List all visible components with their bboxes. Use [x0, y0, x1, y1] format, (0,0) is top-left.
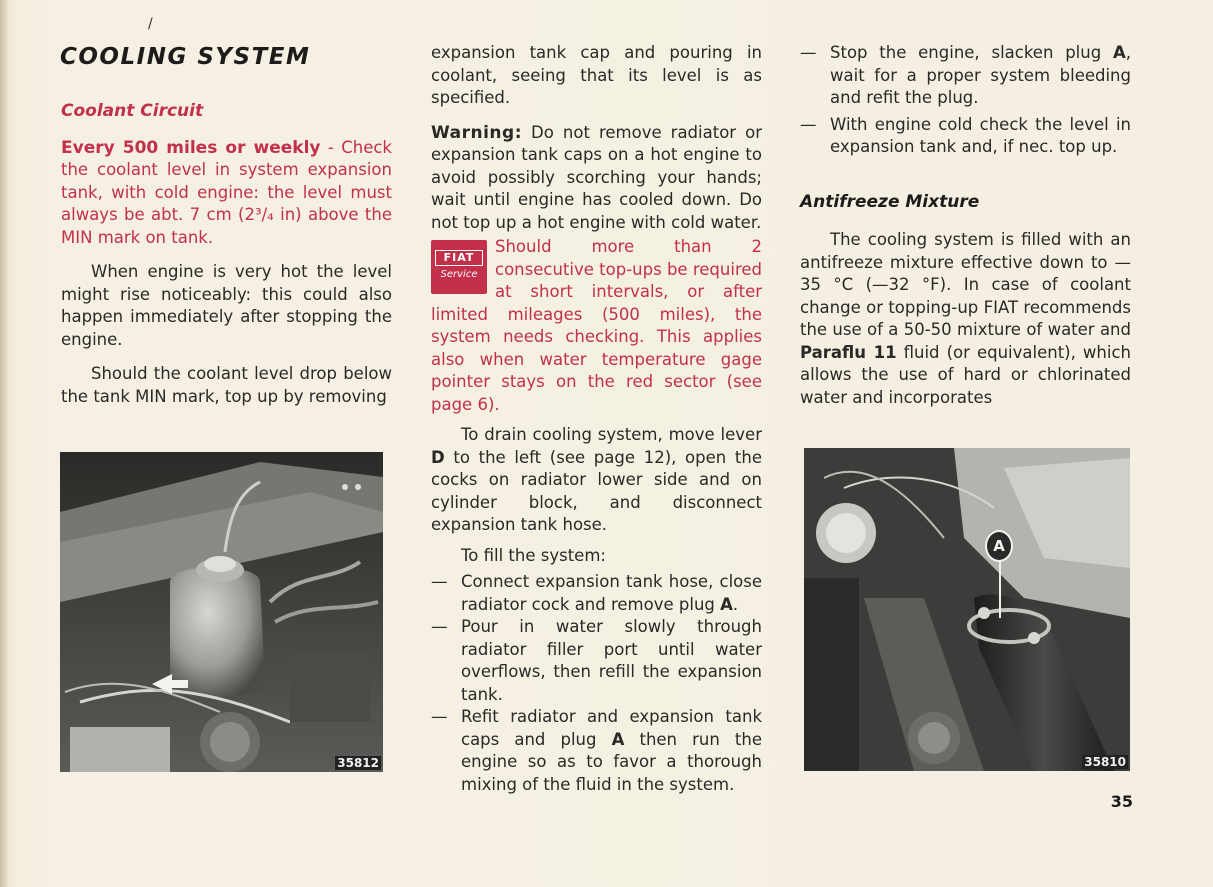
antifreeze-text-b: fluid (or equivalent), which allows the use of hard or chlorinated water and incorporates: [800, 342, 1131, 407]
step-text: Connect expansion tank hose, close radiator cock and remove plug: [461, 572, 762, 614]
intro-paragraph: [61, 137, 392, 250]
service-logo-text: Service: [440, 269, 478, 280]
page-number: 35: [1110, 792, 1133, 811]
paragraph-topping-up: expansion tank cap and pouring in coolant, seeing that its level is as specified.: [431, 43, 762, 107]
warning-label: Warning:: [431, 122, 523, 143]
right-column: [800, 42, 1131, 409]
dash-marker: —: [800, 43, 817, 62]
step-text: Stop the engine, slacken plug: [830, 43, 1113, 62]
drain-text-a: To drain cooling system, move lever: [461, 425, 762, 444]
plug-letter: A: [1112, 43, 1126, 62]
drain-text-b: to the left (see page 12), open the cocks on radiator lower side and on cylinder block, and disconnect expansion tank hose.: [431, 447, 762, 534]
fill-step-1: [431, 571, 762, 616]
fill-intro: To fill the system:: [461, 545, 606, 565]
lever-letter: D: [431, 447, 445, 467]
step-text-end: then run the engine so as to favor a thorough mixing of the fluid in the system.: [461, 729, 762, 794]
plug-letter: A: [720, 594, 733, 614]
dash-marker: —: [431, 617, 448, 636]
step-text-end: , wait for a proper system bleeding and refit the plug.: [830, 43, 1131, 107]
paragraph-hot-engine: When engine is very hot the level might rise noticeably: this could also happen immediately after stopping the engine.: [61, 262, 392, 349]
fill-step-3: [431, 706, 762, 796]
plug-a-callout: A: [985, 530, 1013, 562]
step-text-end: .: [732, 594, 739, 614]
middle-column: [431, 42, 762, 796]
intro-text: - Check the coolant level in system expansion tank, with cold engine: the level must always be abt. 7 cm (2³/₄ in) above the MIN mark on tank.: [61, 137, 392, 247]
engine-bay-photo-radiator-plug: [804, 448, 1130, 771]
section-heading-antifreeze: Antifreeze Mixture: [800, 191, 980, 212]
engine-bay-illustration: [60, 452, 383, 772]
dash-marker: —: [800, 114, 817, 134]
paragraph-level-drop: Should the coolant level drop below the tank MIN mark, top up by removing: [61, 364, 392, 406]
tick-mark: /: [148, 16, 153, 32]
page-title: COOLING SYSTEM: [60, 44, 311, 70]
radiator-illustration: [804, 448, 1130, 771]
photo-reference-number: 35810: [1084, 755, 1126, 769]
paragraph-antifreeze: [800, 229, 1131, 409]
fiat-logo-text: FIAT: [435, 250, 483, 266]
section-heading-coolant-circuit: Coolant Circuit: [61, 101, 204, 121]
warning-text: Do not remove radiator or expansion tank caps on a hot engine to avoid possibly scorching your hands; wait until engine has cooled down. Do not top up a hot engine with cold water.: [431, 122, 762, 232]
paragraph-drain: [431, 424, 762, 537]
fill-step-4-text: [830, 42, 1131, 110]
warning-paragraph: [431, 122, 762, 235]
plug-letter: A: [611, 729, 625, 749]
page-spine-shadow: [0, 0, 8, 887]
fill-step-2-text: Pour in water slowly through radiator filler port until water overflows, then refill the expansion tank.: [461, 617, 762, 704]
fill-step-4: [800, 42, 1131, 110]
interval-label: Every 500 miles or weekly: [61, 137, 321, 158]
fluid-name: Paraflu 11: [800, 342, 897, 362]
fiat-service-logo: [431, 240, 487, 294]
dash-marker: —: [431, 572, 448, 591]
fill-step-5-text: With engine cold check the level in expansion tank and, if nec. top up.: [830, 114, 1131, 156]
fill-step-2: [431, 616, 762, 706]
fill-step-3-text: [461, 706, 762, 796]
photo-reference-number: 35812: [337, 756, 379, 770]
step-text: Refit radiator and expansion tank caps and plug: [461, 707, 762, 749]
engine-bay-photo-expansion-tank: [60, 452, 383, 772]
left-column: [61, 100, 392, 408]
fill-step-5: [800, 114, 1131, 159]
antifreeze-text-a: The cooling system is filled with an antifreeze mixture effective down to —35 °C (—32 °F). In case of coolant change or topping-up FIAT recommends the use of a 50-50 mixture of water and: [800, 230, 1131, 339]
service-note-text: Should more than 2 consecutive top-ups be required at short intervals, or after limited mileages (500 miles), the system needs checking. This applies also when water temperature gage pointer stays on the red sector (see page 6).: [431, 237, 762, 414]
service-note: [431, 236, 762, 416]
fill-step-1-text: [461, 571, 762, 616]
dash-marker: —: [431, 707, 448, 726]
